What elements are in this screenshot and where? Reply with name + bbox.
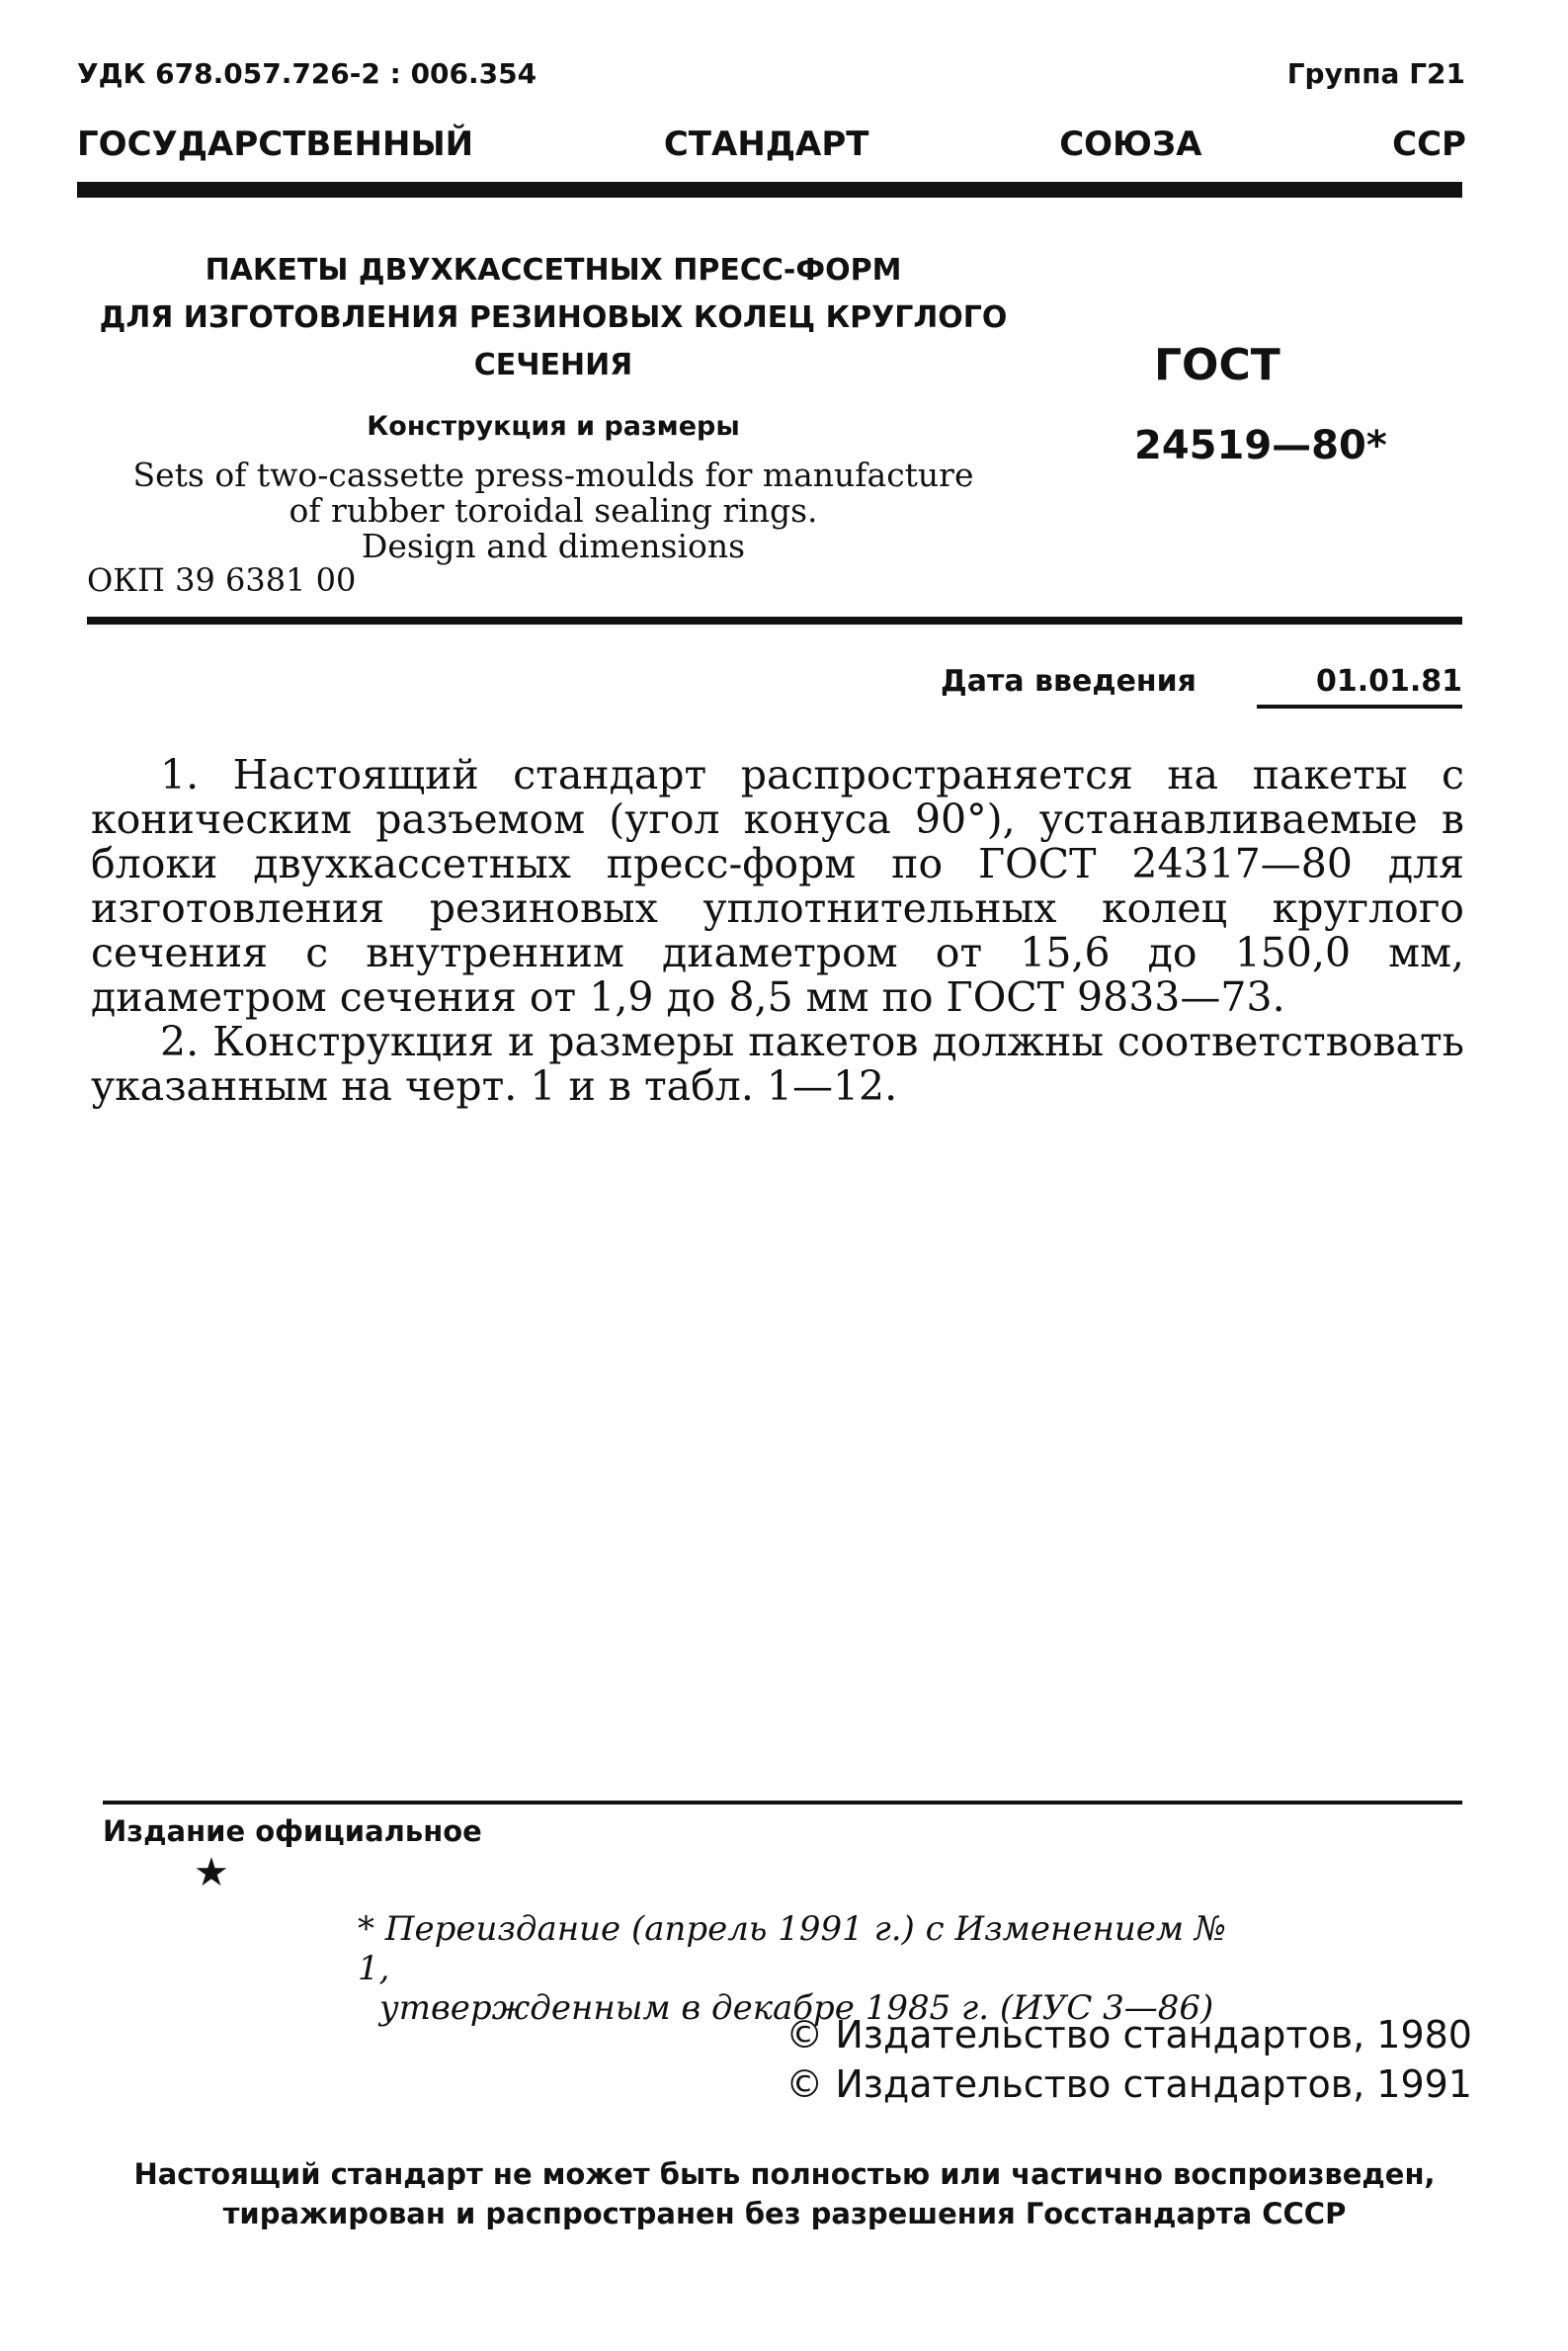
gost-number: 24519—80* xyxy=(1134,423,1387,468)
english-title-line: Design and dimensions xyxy=(361,527,746,565)
gost-label: ГОСТ xyxy=(1154,340,1280,390)
copyright-block xyxy=(781,2010,1472,2109)
copyright-line: © Издательство стандартов, 1991 xyxy=(785,2062,1472,2106)
english-title-line: of rubber toroidal sealing rings. xyxy=(289,491,818,530)
english-title-line: Sets of two-cassette press-moulds for manufacture xyxy=(132,456,974,494)
state-standard-banner xyxy=(77,125,1466,164)
udk-code: УДК 678.057.726-2 : 006.354 xyxy=(77,57,537,90)
title-line: ПАКЕТЫ ДВУХКАССЕТНЫХ ПРЕСС-ФОРМ xyxy=(205,253,902,288)
title-divider xyxy=(87,617,1462,625)
official-edition-label: Издание официальное xyxy=(103,1814,482,1848)
title-line: ДЛЯ ИЗГОТОВЛЕНИЯ РЕЗИНОВЫХ КОЛЕЦ КРУГЛОГО xyxy=(99,300,1008,335)
subtitle: Конструкция и размеры xyxy=(367,411,740,442)
notice-line: тиражирован и распространен без разрешения Госстандарта СССР xyxy=(222,2197,1347,2230)
title-line: СЕЧЕНИЯ xyxy=(473,348,633,382)
notice-line: Настоящий стандарт не может быть полностью или частично воспроизведен, xyxy=(133,2157,1436,2191)
title-block xyxy=(99,247,1008,564)
banner-word: СОЮЗА xyxy=(1059,125,1202,164)
body-text xyxy=(91,753,1464,1109)
reissue-line: * Переиздание (апрель 1991 г.) с Изменением № 1, xyxy=(358,1909,1227,1988)
banner-word: ССР xyxy=(1392,125,1466,164)
paragraph: 1. Настоящий стандарт распространяется на пакеты с коническим разъемом (угол конуса 90°), устанавливаемые в блоки двухкассетных пресс-форм по ГОСТ 24317—80 для изготовления резиновых уплотнительных колец круглого сечения с внутренним диаметром от 15,6 до 150,0 мм, диаметром сечения от 1,9 до 8,5 мм по ГОСТ 9833—73. xyxy=(91,751,1464,1021)
star-icon: ★ xyxy=(194,1850,229,1895)
footer-divider xyxy=(103,1801,1462,1805)
banner-word: СТАНДАРТ xyxy=(663,125,869,164)
okp-code: ОКП 39 6381 00 xyxy=(87,561,357,599)
reissue-line: утвержденным в декабре 1985 г. (ИУС 3—86) xyxy=(379,1988,1214,2028)
introduction-date-label: Дата введения xyxy=(941,664,1197,699)
header-divider xyxy=(77,182,1462,198)
group-code: Группа Г21 xyxy=(1286,57,1465,90)
paragraph: 2. Конструкция и размеры пакетов должны соответствовать указанным на черт. 1 и в табл. 1—12. xyxy=(91,1018,1464,1110)
introduction-date: 01.01.81 xyxy=(1257,664,1462,709)
english-title xyxy=(99,458,1008,564)
banner-word: ГОСУДАРСТВЕННЫЙ xyxy=(77,125,474,164)
copyright-line: © Издательство стандартов, 1980 xyxy=(785,2013,1472,2057)
reproduction-notice xyxy=(103,2154,1466,2233)
